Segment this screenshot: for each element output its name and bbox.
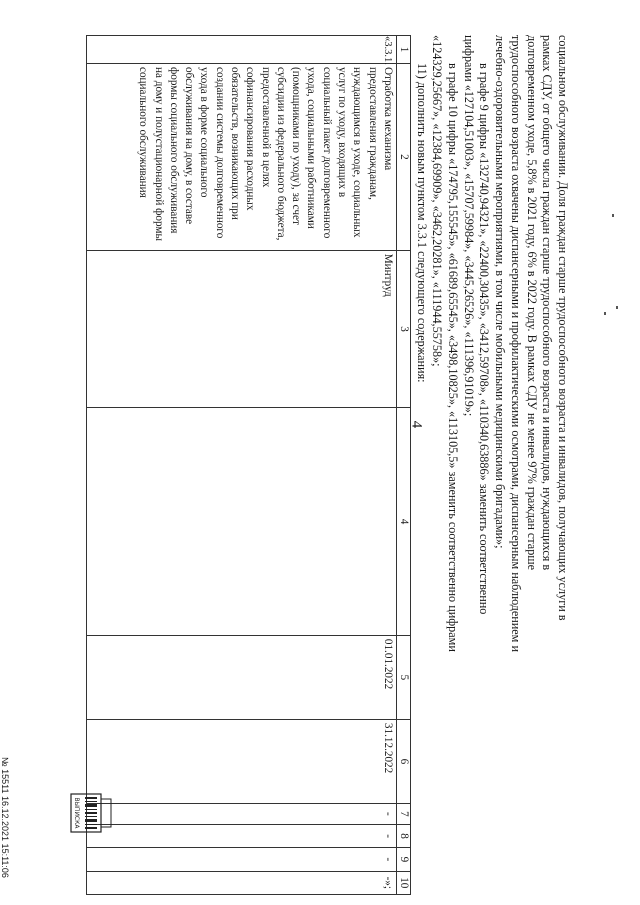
- header-cell: 2: [396, 64, 410, 251]
- column-10-cell: -»;: [86, 871, 396, 894]
- plan-table: [86, 35, 411, 895]
- header-cell: 10: [396, 871, 410, 894]
- activity-name-cell: Отработка механизма предоставления гражданам, нуждающимся в уходе, социальных услуг по уходу, входящих в социальный пакет долговременного ухода, социальными работниками (помощниками по уходу), за счет субсидии из федерального бюджета, предоставленной в целях софинансирования расходных обязательств, возникающих при создании системы долговременного ухода в форме социального обслуживания на дому, в составе формы социального обслуживания на дому и полустационарной формы социального обслуживания: [86, 64, 396, 251]
- row-number-cell: «3.3.1.: [86, 36, 396, 64]
- registration-stamp: № 15511 16.12.2021 15:11:06: [0, 757, 10, 878]
- text-line: в графе 9 цифры «132740,94321», «22400,30435», «3412,59708», «110340,63886» заменить соответственно: [477, 63, 492, 615]
- text-line: «124329,25667», «12384,69909», «3462,20281», «111944,55758»;: [430, 35, 445, 367]
- text-line: рамках СДУ, от общего числа граждан старше трудоспособного возраста и инвалидов, нуждающихся в: [540, 35, 555, 571]
- scan-speck: [612, 214, 614, 217]
- header-cell: 5: [396, 635, 410, 719]
- page-number: 4: [408, 420, 425, 429]
- header-cell: 6: [396, 719, 410, 803]
- header-cell: 4: [396, 408, 410, 636]
- header-cell: 9: [396, 848, 410, 871]
- column-7-cell: -: [86, 803, 396, 824]
- rotated-page-content: [10, 35, 570, 895]
- header-cell: 7: [396, 803, 410, 824]
- text-line: 11) дополнить новым пунктом 3.3.1 следующего содержания:: [414, 63, 429, 383]
- column-8-cell: -: [86, 824, 396, 847]
- table-header-row: [396, 36, 410, 895]
- column-4-cell: [86, 408, 396, 636]
- end-date-cell: 31.12.2022: [86, 719, 396, 803]
- header-cell: 8: [396, 824, 410, 847]
- scan-speck: [604, 312, 606, 315]
- header-cell: 1: [396, 36, 410, 64]
- text-line: цифрами «127104,51003», «15707,59984», «3445,26526», «111396,91019»;: [461, 35, 476, 417]
- text-line: долговременном уходе, 5,8% в 2021 году, 6% в 2022 году. В рамках СДУ не менее 97% граждан старше: [524, 35, 539, 571]
- text-line: в графе 10 цифры «174795,155545», «61689,65545», «3498,10825», «113105,5» заменить соответственно цифрами: [446, 63, 461, 652]
- text-line: трудоспособного возраста охвачены диспансерными и профилактическими осмотрами, диспансерным наблюдением и: [508, 35, 523, 652]
- text-line: лечебно-оздоровительными мероприятиями, в том числе мобильными медицинскими бригадами»;: [493, 35, 508, 549]
- stamp-label: ВЫПИСКА: [73, 797, 80, 829]
- table-row: [86, 36, 396, 895]
- column-9-cell: -: [86, 848, 396, 871]
- body-text: [413, 35, 570, 895]
- executor-cell: Минтруд: [86, 250, 396, 408]
- text-line: социальном обслуживании. Доля граждан старше трудоспособного возраста и инвалидов, получающих услуги в: [556, 35, 570, 621]
- start-date-cell: 01.01.2022: [86, 635, 396, 719]
- scan-speck: [616, 306, 618, 309]
- header-cell: 3: [396, 250, 410, 408]
- barcode-stamp: [67, 793, 113, 833]
